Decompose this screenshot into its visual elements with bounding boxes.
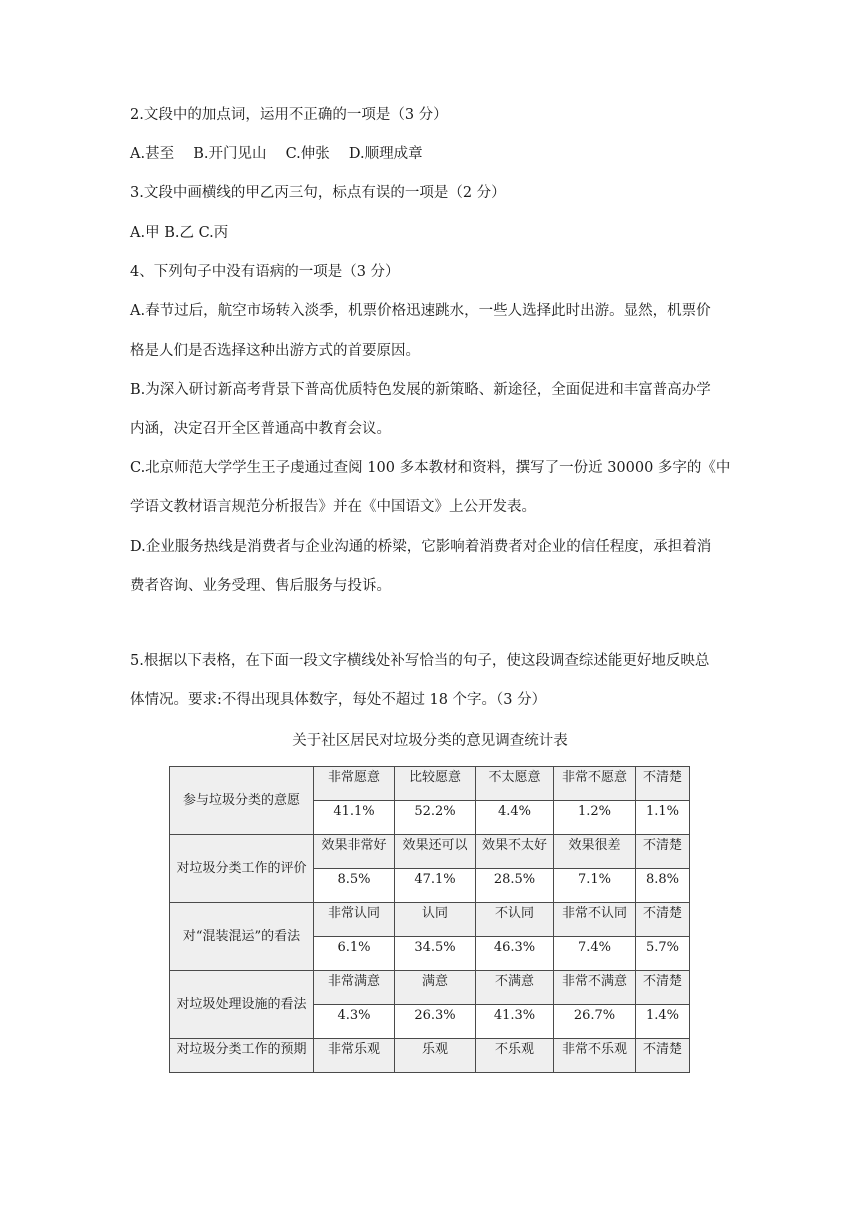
option-label: 不认同 — [476, 903, 554, 937]
row-heading: 对“混装混运”的看法 — [170, 903, 314, 971]
percent-value: 4.3% — [314, 1005, 395, 1039]
option-label: 非常愿意 — [314, 767, 395, 801]
question-4-option-a-line-1: A.春节过后，航空市场转入淡季，机票价格迅速跳水，一些人选择此时出游。显然，机票价 — [130, 303, 711, 319]
percent-value: 41.1% — [314, 801, 395, 835]
percent-value: 1.2% — [554, 801, 636, 835]
percent-value: 46.3% — [476, 937, 554, 971]
option-label: 认同 — [395, 903, 476, 937]
percent-value: 34.5% — [395, 937, 476, 971]
option-label: 不太愿意 — [476, 767, 554, 801]
option-label: 效果很差 — [554, 835, 636, 869]
survey-table — [169, 766, 690, 1073]
row-heading: 对垃圾分类工作的预期 — [170, 1039, 314, 1073]
option-label: 不清楚 — [636, 767, 690, 801]
question-5-stem-line-2: 体情况。要求:不得出现具体数字，每处不超过 18 个字。（3 分） — [130, 692, 547, 708]
table-row — [170, 903, 690, 937]
question-3-stem: 3.文段中画横线的甲乙丙三句，标点有误的一项是（2 分） — [130, 185, 506, 201]
percent-value: 28.5% — [476, 869, 554, 903]
question-4-option-a-line-2: 格是人们是否选择这种出游方式的首要原因。 — [130, 343, 420, 359]
table-caption: 关于社区居民对垃圾分类的意见调查统计表 — [292, 733, 568, 749]
percent-value: 41.3% — [476, 1005, 554, 1039]
percent-value: 26.3% — [395, 1005, 476, 1039]
table-row — [170, 971, 690, 1005]
question-2-options: A.甚至 B.开门见山 C.伸张 D.顺理成章 — [130, 146, 423, 162]
percent-value: 26.7% — [554, 1005, 636, 1039]
question-4-option-d-line-2: 费者咨询、业务受理、售后服务与投诉。 — [130, 578, 391, 594]
question-4-option-b-line-1: B.为深入研讨新高考背景下普高优质特色发展的新策略、新途径，全面促进和丰富普高办学 — [130, 382, 711, 398]
option-label: 效果还可以 — [395, 835, 476, 869]
question-4-option-d-line-1: D.企业服务热线是消费者与企业沟通的桥梁，它影响着消费者对企业的信任程度，承担着消 — [130, 539, 712, 555]
option-label: 非常不乐观 — [554, 1039, 636, 1073]
option-label: 非常满意 — [314, 971, 395, 1005]
table-row — [170, 835, 690, 869]
question-3-options: A.甲 B.乙 C.丙 — [130, 225, 229, 241]
percent-value: 8.5% — [314, 869, 395, 903]
option-label: 不乐观 — [476, 1039, 554, 1073]
question-5-stem-line-1: 5.根据以下表格，在下面一段文字横线处补写恰当的句子，使这段调查综述能更好地反映总 — [130, 653, 710, 669]
percent-value: 7.4% — [554, 937, 636, 971]
percent-value: 1.4% — [636, 1005, 690, 1039]
question-2-stem: 2.文段中的加点词，运用不正确的一项是（3 分） — [130, 107, 448, 123]
option-label: 效果非常好 — [314, 835, 395, 869]
question-4-option-c-line-1: C.北京师范大学学生王子虔通过查阅 100 多本教材和资料，撰写了一份近 30000 多字的《中 — [130, 460, 731, 476]
row-heading: 参与垃圾分类的意愿 — [170, 767, 314, 835]
table-row — [170, 1039, 690, 1073]
percent-value: 6.1% — [314, 937, 395, 971]
table-row — [170, 767, 690, 801]
option-label: 效果不太好 — [476, 835, 554, 869]
percent-value: 7.1% — [554, 869, 636, 903]
percent-value: 47.1% — [395, 869, 476, 903]
question-4-stem: 4、下列句子中没有语病的一项是（3 分） — [130, 264, 400, 280]
question-4-option-c-line-2: 学语文教材语言规范分析报告》并在《中国语文》上公开发表。 — [130, 499, 536, 515]
option-label: 不满意 — [476, 971, 554, 1005]
question-4-option-b-line-2: 内涵，决定召开全区普通高中教育会议。 — [130, 421, 391, 437]
row-heading: 对垃圾处理设施的看法 — [170, 971, 314, 1039]
percent-value: 8.8% — [636, 869, 690, 903]
option-label: 不清楚 — [636, 835, 690, 869]
option-label: 不清楚 — [636, 971, 690, 1005]
option-label: 满意 — [395, 971, 476, 1005]
option-label: 不清楚 — [636, 903, 690, 937]
option-label: 非常不愿意 — [554, 767, 636, 801]
option-label: 乐观 — [395, 1039, 476, 1073]
option-label: 非常乐观 — [314, 1039, 395, 1073]
percent-value: 5.7% — [636, 937, 690, 971]
row-heading: 对垃圾分类工作的评价 — [170, 835, 314, 903]
option-label: 非常认同 — [314, 903, 395, 937]
option-label: 非常不认同 — [554, 903, 636, 937]
percent-value: 1.1% — [636, 801, 690, 835]
percent-value: 4.4% — [476, 801, 554, 835]
option-label: 不清楚 — [636, 1039, 690, 1073]
percent-value: 52.2% — [395, 801, 476, 835]
option-label: 非常不满意 — [554, 971, 636, 1005]
option-label: 比较愿意 — [395, 767, 476, 801]
